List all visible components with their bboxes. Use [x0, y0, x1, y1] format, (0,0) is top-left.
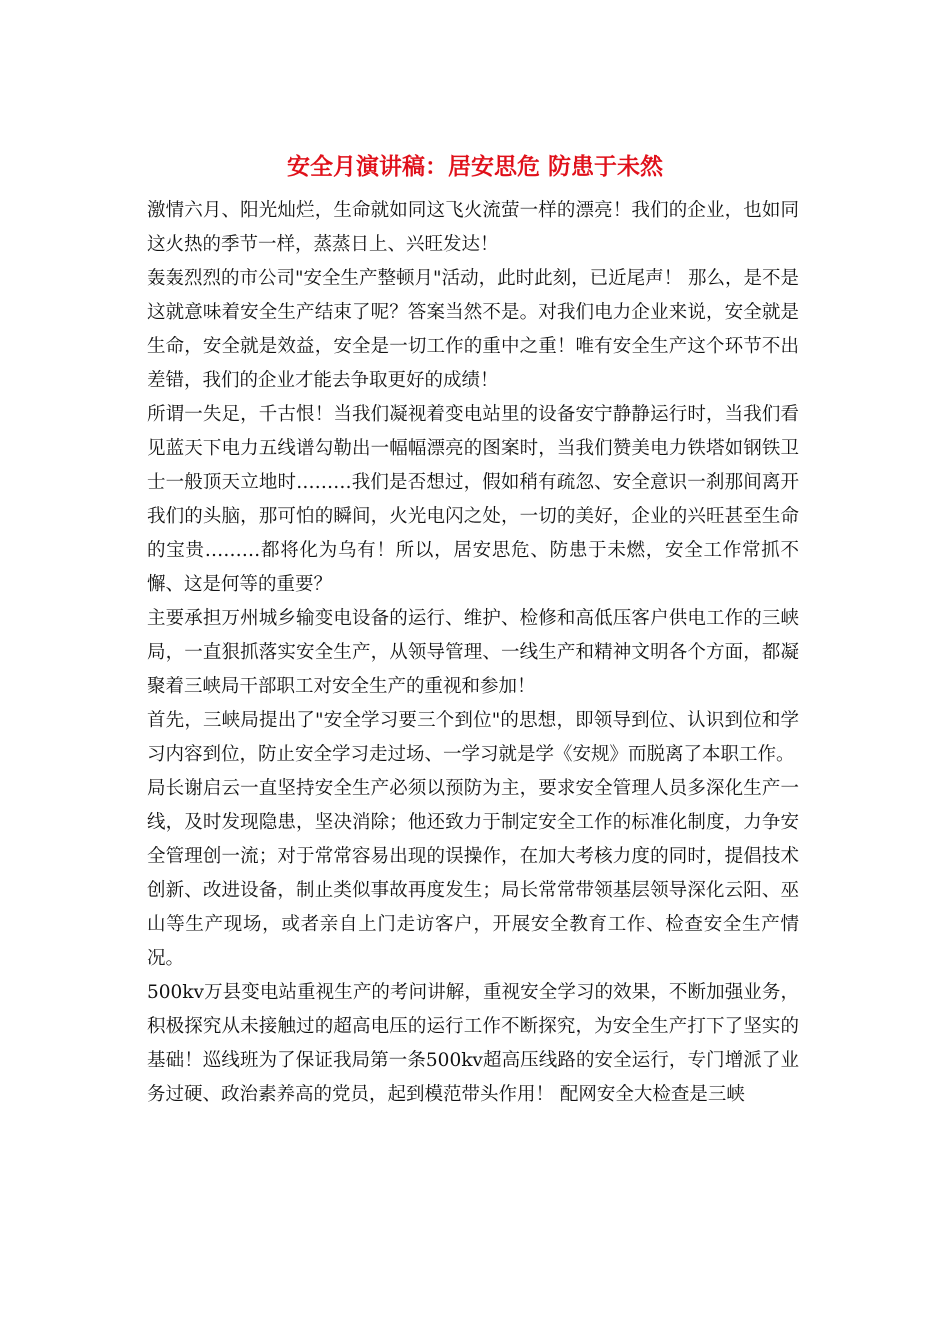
paragraph: 主要承担万州城乡输变电设备的运行、维护、检修和高低压客户供电工作的三峡局，一直狠抓落实安全生产，从领导管理、一线生产和精神文明各个方面，都凝聚着三峡局干部职工对安全生产的重视和参加！ [147, 608, 799, 697]
paragraph: 500kv万县变电站重视生产的考问讲解，重视安全学习的效果，不断加强业务，积极探究从未接触过的超高电压的运行工作不断探究，为安全生产打下了坚实的基础！巡线班为了保证我局第一条500kv超高压线路的安全运行，专门增派了业务过硬、政治素养高的党员，起到模范带头作用！ 配网安全大检查是三峡 [147, 982, 799, 1105]
document-title: 安全月演讲稿：居安思危 防患于未然 [286, 154, 663, 180]
paragraph: 所谓一失足，千古恨！当我们凝视着变电站里的设备安宁静静运行时，当我们看见蓝天下电力五线谱勾勒出一幅幅漂亮的图案时，当我们赞美电力铁塔如钢铁卫士一般顶天立地时………我们是否想过，假如稍有疏忽、安全意识一刹那间离开我们的头脑，那可怕的瞬间，火光电闪之处，一切的美好，企业的兴旺甚至生命的宝贵………都将化为乌有！所以，居安思危、防患于未燃，安全工作常抓不懈、这是何等的重要？ [147, 404, 799, 595]
document-body [147, 194, 799, 1112]
paragraph: 激情六月、阳光灿烂，生命就如同这飞火流萤一样的漂亮！我们的企业，也如同这火热的季节一样，蒸蒸日上、兴旺发达！ [147, 200, 799, 255]
paragraph: 轰轰烈烈的市公司"安全生产整顿月"活动，此时此刻，已近尾声！ 那么，是不是这就意味着安全生产结束了呢？答案当然不是。对我们电力企业来说，安全就是生命，安全就是效益，安全是一切工作的重中之重！唯有安全生产这个环节不出差错，我们的企业才能去争取更好的成绩！ [147, 268, 799, 391]
paragraph: 首先，三峡局提出了"安全学习要三个到位"的思想，即领导到位、认识到位和学习内容到位，防止安全学习走过场、一学习就是学《安规》而脱离了本职工作。 [147, 710, 799, 765]
paragraph: 局长谢启云一直坚持安全生产必须以预防为主，要求安全管理人员多深化生产一线，及时发现隐患，坚决消除；他还致力于制定安全工作的标准化制度，力争安全管理创一流；对于常常容易出现的误操作，在加大考核力度的同时，提倡技术创新、改进设备，制止类似事故再度发生；局长常常带领基层领导深化云阳、巫山等生产现场，或者亲自上门走访客户，开展安全教育工作、检查安全生产情况。 [147, 778, 799, 969]
